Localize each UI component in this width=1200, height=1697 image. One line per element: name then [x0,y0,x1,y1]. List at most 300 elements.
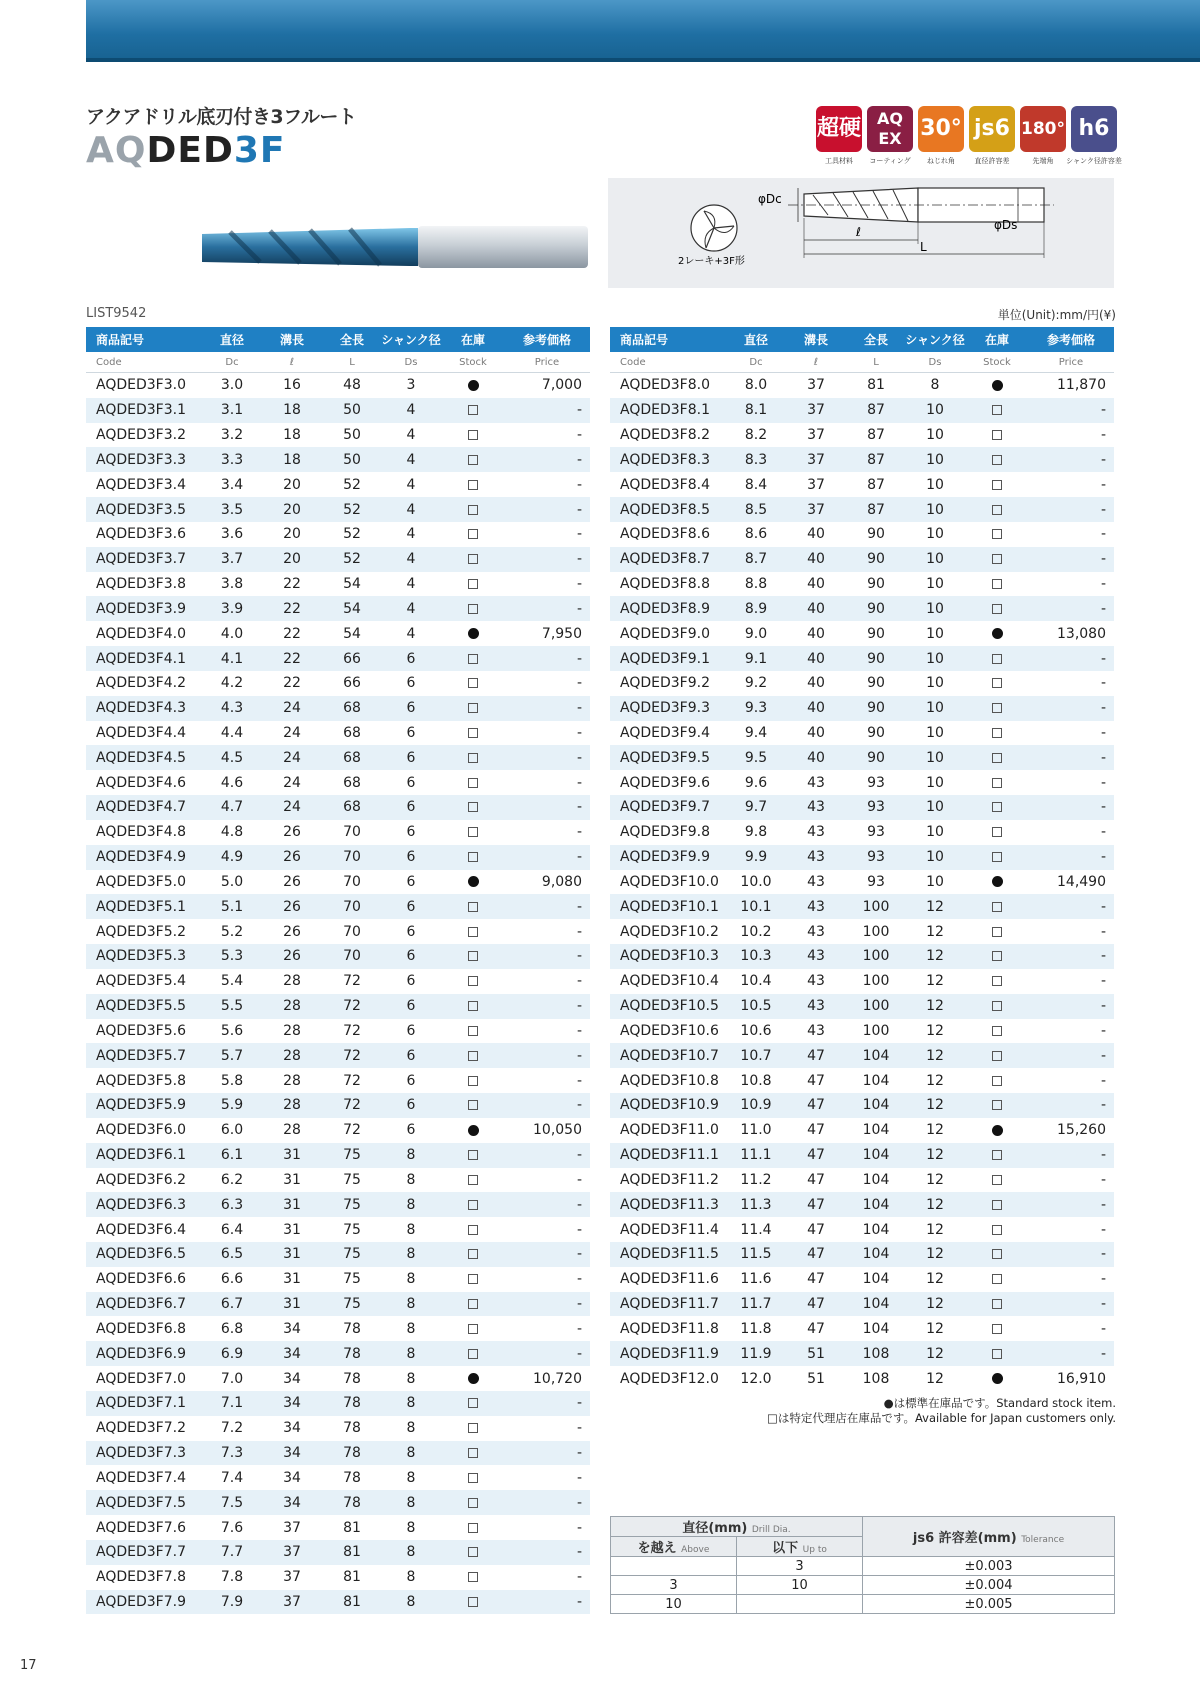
flute-length-cell: 24 [260,795,324,820]
stock-cell [442,696,504,721]
table-row [86,621,590,646]
stock-cell [966,398,1028,423]
code-cell: AQDED3F10.7 [610,1043,728,1068]
diameter-cell: 5.3 [204,944,260,969]
code-cell: AQDED3F10.8 [620,1072,719,1089]
shank-dia-cell: 6 [406,1122,416,1139]
overall-length-cell: 72 [343,1072,361,1089]
shank-dia-cell: 6 [406,675,416,692]
shank-dia-cell: 4 [380,398,442,423]
shank-dia-cell: 6 [380,944,442,969]
price-cell: - [1028,1242,1114,1267]
price-cell: - [576,1072,582,1089]
overall-length-cell: 108 [862,1370,890,1387]
overall-length-cell: 90 [848,696,904,721]
price-cell: - [1100,526,1106,543]
shank-dia-cell: 10 [926,576,944,593]
stock-cell [442,1465,504,1490]
col-header-en: Code [610,352,728,373]
shank-dia-cell: 8 [380,1540,442,1565]
diameter-cell: 4.3 [204,696,260,721]
flute-length-cell: 28 [260,1093,324,1118]
table-row [86,646,590,671]
flute-length-cell: 40 [807,576,825,593]
code-cell: AQDED3F8.0 [620,377,710,394]
stock-cell [442,1366,504,1391]
japan-stock-icon [468,1498,478,1508]
diameter-cell: 10.1 [728,894,784,919]
badge-4: 180° [1020,106,1066,152]
diameter-cell: 4.0 [220,625,244,642]
diameter-cell: 9.3 [728,696,784,721]
price-cell: - [1028,745,1114,770]
table-row [86,497,590,522]
flute-length-cell: 22 [283,675,301,692]
price-cell: - [1028,1341,1114,1366]
diameter-cell: 6.2 [220,1171,244,1188]
flute-length-cell: 43 [784,944,848,969]
flute-length-cell: 37 [784,398,848,423]
code-cell: AQDED3F6.6 [96,1271,186,1288]
flute-length-cell: 43 [784,795,848,820]
price-cell: - [504,1143,590,1168]
shank-dia-cell: 8 [380,1143,442,1168]
code-cell: AQDED3F4.7 [86,795,204,820]
code-cell: AQDED3F7.6 [96,1519,186,1536]
stock-cell [966,721,1028,746]
flute-length-cell: 47 [807,1320,825,1337]
flute-length-cell: 37 [260,1540,324,1565]
japan-stock-icon [468,753,478,763]
shank-dia-cell: 4 [406,576,416,593]
spec-table-left [86,327,590,1614]
diameter-cell: 6.6 [220,1271,244,1288]
diameter-cell: 6.8 [220,1320,244,1337]
shank-dia-cell: 8 [406,1420,416,1437]
table-row [610,373,1114,398]
price-cell: - [504,1292,590,1317]
shank-dia-cell: 12 [926,1122,944,1139]
price-cell: - [1100,1221,1106,1238]
code-cell: AQDED3F9.5 [610,745,728,770]
stock-cell [442,447,504,472]
overall-length-cell: 90 [867,625,885,642]
diameter-cell: 5.0 [220,873,244,890]
flute-length-cell: 28 [283,1122,301,1139]
price-cell: - [576,923,582,940]
table-row [86,770,590,795]
diameter-cell: 11.2 [740,1171,772,1188]
stock-cell [442,572,504,597]
japan-stock-icon [992,505,1002,515]
table-row [86,1168,590,1193]
legend-japan-stock: □は特定代理店在庫品です。Available for Japan customers only. [767,1411,1116,1425]
flute-length-cell: 34 [260,1391,324,1416]
table-row [86,820,590,845]
overall-length-cell: 75 [343,1171,361,1188]
overall-length-cell: 50 [343,427,361,444]
table-row [86,1093,590,1118]
table-row [610,423,1114,448]
shank-dia-cell: 6 [406,923,416,940]
flute-length-cell: 31 [283,1271,301,1288]
overall-length-cell: 90 [867,576,885,593]
stock-cell [966,894,1028,919]
table-row [86,944,590,969]
overall-length-cell: 75 [343,1221,361,1238]
standard-stock-icon [992,1373,1003,1384]
diameter-cell: 9.4 [744,725,768,741]
diameter-cell: 11.9 [728,1341,784,1366]
col-header-jp: シャンク径 [904,327,966,352]
table-row [610,820,1114,845]
japan-stock-icon [992,529,1002,539]
flute-length-cell: 31 [283,1171,301,1188]
shank-dia-cell: 8 [380,1441,442,1466]
code-cell: AQDED3F11.5 [610,1242,728,1267]
flute-length-cell: 26 [283,873,301,890]
diameter-cell: 8.4 [744,476,768,493]
japan-stock-icon [468,1249,478,1259]
flute-length-cell: 31 [283,1221,301,1238]
flute-length-cell: 43 [807,774,825,791]
japan-stock-icon [468,1051,478,1061]
diameter-cell: 8.5 [728,497,784,522]
overall-length-cell: 75 [324,1192,380,1217]
diameter-cell: 9.1 [728,646,784,671]
table-row [86,1019,590,1044]
price-cell: - [1100,476,1106,493]
table-row [86,969,590,994]
diameter-cell: 9.9 [728,845,784,870]
price-cell: - [504,1341,590,1366]
shank-dia-cell: 10 [926,774,944,791]
code-cell: AQDED3F11.2 [620,1171,719,1188]
stock-cell [966,671,1028,696]
stock-cell [442,770,504,795]
japan-stock-icon [992,430,1002,440]
diameter-cell: 5.7 [204,1043,260,1068]
flute-length-cell: 37 [784,497,848,522]
shank-dia-cell: 8 [406,1569,416,1586]
flute-length-cell: 40 [784,547,848,572]
price-cell: - [504,596,590,621]
col-header-en: ℓ [784,352,848,373]
flute-length-cell: 26 [283,824,301,841]
stock-cell [966,1168,1028,1193]
japan-stock-icon [992,1051,1002,1061]
table-row [86,1540,590,1565]
price-cell: - [1100,1271,1106,1288]
table-row [610,447,1114,472]
flute-length-cell: 31 [260,1143,324,1168]
shank-dia-cell: 4 [406,526,416,543]
diameter-cell: 9.8 [744,824,768,841]
diameter-cell: 7.9 [204,1590,260,1615]
flute-length-cell: 47 [784,1143,848,1168]
standard-stock-icon [468,1373,479,1384]
overall-length-cell: 78 [343,1370,361,1387]
japan-stock-icon [992,604,1002,614]
col-header-jp: 商品記号 [610,327,728,352]
table-row [86,1366,590,1391]
col-header-jp: 商品記号 [86,327,204,352]
japan-stock-icon [468,505,478,515]
price-cell: - [504,1242,590,1267]
flute-length-cell: 34 [260,1490,324,1515]
stock-cell [442,1093,504,1118]
japan-stock-icon [468,728,478,738]
japan-stock-icon [468,927,478,937]
code-cell: AQDED3F8.5 [610,497,728,522]
shank-dia-cell: 12 [904,1192,966,1217]
flute-length-cell: 20 [260,497,324,522]
overall-length-cell: 72 [343,1122,361,1139]
code-cell: AQDED3F6.8 [96,1320,186,1337]
stock-cell [966,1019,1028,1044]
table-row [610,894,1114,919]
stock-cell [442,969,504,994]
col-header-en: Price [504,352,590,373]
stock-cell [442,1292,504,1317]
japan-stock-icon [468,1349,478,1359]
shank-dia-cell: 6 [380,1043,442,1068]
table-row [86,1391,590,1416]
table-row [610,646,1114,671]
shank-dia-cell: 10 [904,795,966,820]
overall-length-cell: 93 [848,795,904,820]
stock-cell [442,1565,504,1590]
shank-dia-cell: 10 [904,596,966,621]
stock-cell [966,1366,1028,1391]
price-cell: - [1100,774,1106,791]
diameter-cell: 11.0 [740,1122,772,1139]
japan-stock-icon [992,405,1002,415]
price-cell: 14,490 [1057,873,1106,890]
shank-dia-cell: 12 [904,994,966,1019]
overall-length-cell: 90 [867,725,885,741]
table-row [86,994,590,1019]
code-cell: AQDED3F8.8 [620,576,710,593]
overall-length-cell: 70 [343,923,361,940]
stock-cell [442,1515,504,1540]
table-row [86,1217,590,1242]
price-cell: - [504,1590,590,1615]
diameter-cell: 9.7 [728,795,784,820]
code-cell: AQDED3F5.7 [86,1043,204,1068]
flute-length-cell: 20 [283,476,301,493]
price-cell: - [576,824,582,841]
shank-dia-cell: 6 [380,845,442,870]
tolerance-table [610,1516,1115,1614]
japan-stock-icon [468,1076,478,1086]
japan-stock-icon [992,827,1002,837]
overall-length-cell: 70 [324,944,380,969]
japan-stock-icon [992,1299,1002,1309]
code-cell: AQDED3F6.4 [96,1221,186,1238]
flute-length-cell: 37 [260,1590,324,1615]
japan-stock-icon [992,852,1002,862]
stock-cell [442,721,504,746]
price-cell: - [504,1043,590,1068]
shank-dia-cell: 6 [406,824,416,841]
table-row [86,919,590,944]
list-number: LIST9542 [86,306,147,321]
flute-length-cell: 37 [283,1519,301,1536]
japan-stock-icon [468,778,478,788]
flute-length-cell: 43 [784,845,848,870]
price-cell: - [1028,547,1114,572]
flute-length-cell: 34 [260,1441,324,1466]
flute-length-cell: 28 [260,994,324,1019]
table-row [610,1366,1114,1391]
table-row [610,795,1114,820]
flute-length-cell: 43 [784,994,848,1019]
price-cell: - [1100,824,1106,841]
table-row [610,1292,1114,1317]
shank-dia-cell: 6 [380,994,442,1019]
price-cell: - [1028,795,1114,820]
code-cell: AQDED3F8.3 [610,447,728,472]
diameter-cell: 11.5 [728,1242,784,1267]
code-cell: AQDED3F8.6 [620,526,710,543]
diameter-cell: 10.8 [740,1072,772,1089]
product-title [86,130,285,171]
shank-dia-cell: 8 [406,1271,416,1288]
stock-cell [966,1043,1028,1068]
stock-cell [966,969,1028,994]
overall-length-label: L [920,240,927,254]
overall-length-cell: 90 [848,596,904,621]
standard-stock-icon [992,876,1003,887]
price-cell: - [1100,725,1106,741]
overall-length-cell: 104 [862,1072,890,1089]
shank-dia-cell: 4 [406,625,416,642]
code-cell: AQDED3F10.6 [620,1022,719,1039]
table-row [86,547,590,572]
stock-cell [442,596,504,621]
code-cell: AQDED3F3.7 [86,547,204,572]
overall-length-cell: 72 [324,1043,380,1068]
flute-length-cell: 22 [260,596,324,621]
diameter-cell: 12.0 [740,1370,772,1387]
code-cell: AQDED3F3.0 [96,377,186,394]
table-row [86,1416,590,1441]
code-cell: AQDED3F10.9 [610,1093,728,1118]
diameter-cell: 6.3 [204,1192,260,1217]
code-cell: AQDED3F6.0 [96,1122,186,1139]
japan-stock-icon [992,554,1002,564]
standard-stock-icon [992,380,1003,391]
code-cell: AQDED3F8.1 [610,398,728,423]
diameter-cell: 8.6 [744,526,768,543]
price-cell: 7,000 [541,377,582,394]
japan-stock-icon [468,455,478,465]
flute-length-cell: 34 [283,1420,301,1437]
flute-length-cell: 18 [260,447,324,472]
stock-cell [442,894,504,919]
code-cell: AQDED3F5.6 [96,1022,186,1039]
overall-length-cell: 104 [862,1171,890,1188]
drill-diagram [608,178,1114,288]
shank-dia-cell: 10 [926,427,944,444]
shank-dia-cell: 10 [904,646,966,671]
overall-length-cell: 68 [343,725,361,741]
price-cell: - [576,476,582,493]
japan-stock-icon [992,1324,1002,1334]
code-cell: AQDED3F5.0 [96,873,186,890]
flute-length-cell: 18 [283,427,301,444]
price-cell: - [504,1192,590,1217]
table-row [86,1118,590,1143]
flute-length-cell: 24 [283,774,301,791]
table-row [86,1465,590,1490]
overall-length-cell: 50 [324,398,380,423]
stock-cell [966,745,1028,770]
shank-dia-cell: 10 [904,745,966,770]
code-cell: AQDED3F3.5 [86,497,204,522]
table-row [610,621,1114,646]
overall-length-cell: 93 [867,774,885,791]
stock-cell [442,1168,504,1193]
flute-length-cell: 28 [260,1043,324,1068]
col-header-jp: 在庫 [442,327,504,352]
code-cell: AQDED3F8.2 [620,427,710,444]
overall-length-cell: 100 [848,894,904,919]
stock-cell [442,1118,504,1143]
price-cell: - [504,497,590,522]
stock-cell [966,646,1028,671]
stock-legend [767,1396,1116,1426]
price-cell: - [1100,1320,1106,1337]
diameter-cell: 3.0 [220,377,244,394]
code-cell: AQDED3F7.9 [86,1590,204,1615]
price-cell: - [1028,646,1114,671]
diameter-cell: 3.8 [220,576,244,593]
diameter-cell: 9.0 [744,625,768,642]
overall-length-cell: 75 [324,1143,380,1168]
overall-length-cell: 78 [324,1490,380,1515]
japan-stock-icon [992,951,1002,961]
shank-dia-cell: 10 [904,696,966,721]
japan-stock-icon [468,678,478,688]
diameter-cell: 5.4 [220,973,244,990]
japan-stock-icon [992,1274,1002,1284]
shank-dia-cell: 6 [380,1093,442,1118]
overall-length-cell: 104 [848,1242,904,1267]
japan-stock-icon [468,1448,478,1458]
diameter-cell: 11.1 [728,1143,784,1168]
diameter-cell: 4.1 [204,646,260,671]
col-header-jp: シャンク径 [380,327,442,352]
overall-length-cell: 78 [324,1391,380,1416]
code-cell: AQDED3F11.8 [620,1320,719,1337]
flute-length-cell: 43 [807,923,825,940]
table-row [86,596,590,621]
shank-dia-cell: 10 [926,625,944,642]
diameter-cell: 7.1 [204,1391,260,1416]
table-row [610,1341,1114,1366]
price-cell: - [576,1469,582,1486]
price-cell: - [504,696,590,721]
table-row [610,770,1114,795]
overall-length-cell: 66 [343,675,361,692]
stock-cell [442,1341,504,1366]
japan-stock-icon [468,951,478,961]
japan-stock-icon [468,1100,478,1110]
japan-stock-icon [468,802,478,812]
flute-length-cell: 22 [283,625,301,642]
